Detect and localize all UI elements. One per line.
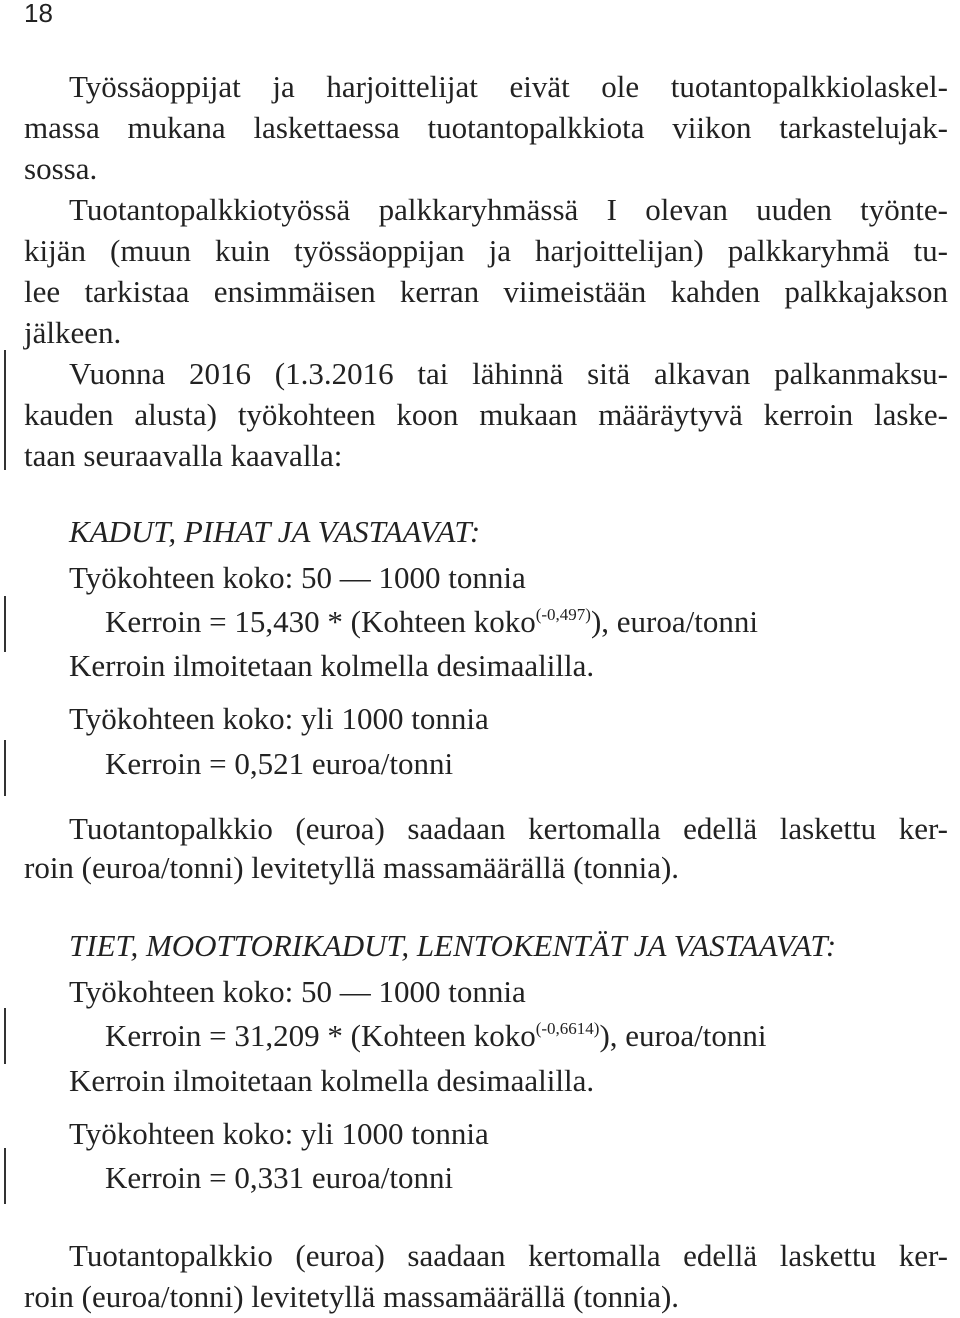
section-streets-heading: KADUT, PIHAT JA VASTAAVAT: [69,514,481,549]
section-roads-size-range-2: Työkohteen koko: yli 1000 tonnia [69,1116,489,1151]
section-roads-result-line-2: roin (euroa/tonni) levitetyllä massamäärällä (tonnia). [24,1279,680,1314]
section-streets-formula-1 [105,606,758,637]
section-streets-formula-2: Kerroin = 0,521 euroa/tonni [105,746,454,781]
paragraph-3-line-3: taan seuraavalla kaavalla: [24,438,343,473]
change-bar [4,740,6,796]
formula-prefix: Kerroin = 15,430 * (Kohteen koko [105,604,536,639]
paragraph-3-line-1: Vuonna 2016 (1.3.2016 tai lähinnä sitä alkavan palkanmaksu- [69,356,948,391]
paragraph-2-line-1: Tuotantopalkkiotyössä palkkaryhmässä I olevan uuden työnte- [69,192,948,227]
formula-suffix: ), euroa/tonni [590,604,758,639]
paragraph-2-line-2: kijän (muun kuin työssäoppijan ja harjoittelijan) palkkaryhmä tu- [24,233,948,268]
paragraph-1-line-1: Työssäoppijat ja harjoittelijat eivät ole tuotantopalkkiolaskel- [69,69,948,104]
paragraph-3-line-2: kauden alusta) työkohteen koon mukaan määräytyvä kerroin laske- [24,397,948,432]
section-roads-result-line-1: Tuotantopalkkio (euroa) saadaan kertomalla edellä laskettu ker- [69,1238,948,1273]
formula-prefix: Kerroin = 31,209 * (Kohteen koko [105,1018,536,1053]
section-roads-precision-note: Kerroin ilmoitetaan kolmella desimaalilla. [69,1063,595,1098]
section-streets-result-line-2: roin (euroa/tonni) levitetyllä massamäärällä (tonnia). [24,850,680,885]
section-roads-size-range-1: Työkohteen koko: 50 — 1000 tonnia [69,974,526,1009]
page-number: 18 [24,0,53,28]
formula-exponent: (-0,497) [535,605,591,624]
section-streets-precision-note: Kerroin ilmoitetaan kolmella desimaalilla. [69,648,595,683]
paragraph-1-line-2: massa mukana laskettaessa tuotantopalkkiota viikon tarkastelujak- [24,110,948,145]
change-bar [4,596,6,652]
section-roads-formula-1 [105,1020,766,1051]
section-streets-size-range-2: Työkohteen koko: yli 1000 tonnia [69,701,489,736]
change-bar [4,1008,6,1064]
section-roads-formula-2: Kerroin = 0,331 euroa/tonni [105,1160,454,1195]
paragraph-2-line-3: lee tarkistaa ensimmäisen kerran viimeistään kahden palkkajakson [24,274,948,309]
section-streets-size-range-1: Työkohteen koko: 50 — 1000 tonnia [69,560,526,595]
formula-exponent: (-0,6614) [535,1019,600,1038]
change-bar [4,350,6,470]
change-bar [4,1148,6,1204]
section-roads-heading: TIET, MOOTTORIKADUT, LENTOKENTÄT JA VASTAAVAT: [69,928,837,963]
paragraph-2-line-4: jälkeen. [24,315,122,350]
section-streets-result-line-1: Tuotantopalkkio (euroa) saadaan kertomalla edellä laskettu ker- [69,811,948,846]
paragraph-1-line-3: sossa. [24,151,98,186]
formula-suffix: ), euroa/tonni [599,1018,767,1053]
